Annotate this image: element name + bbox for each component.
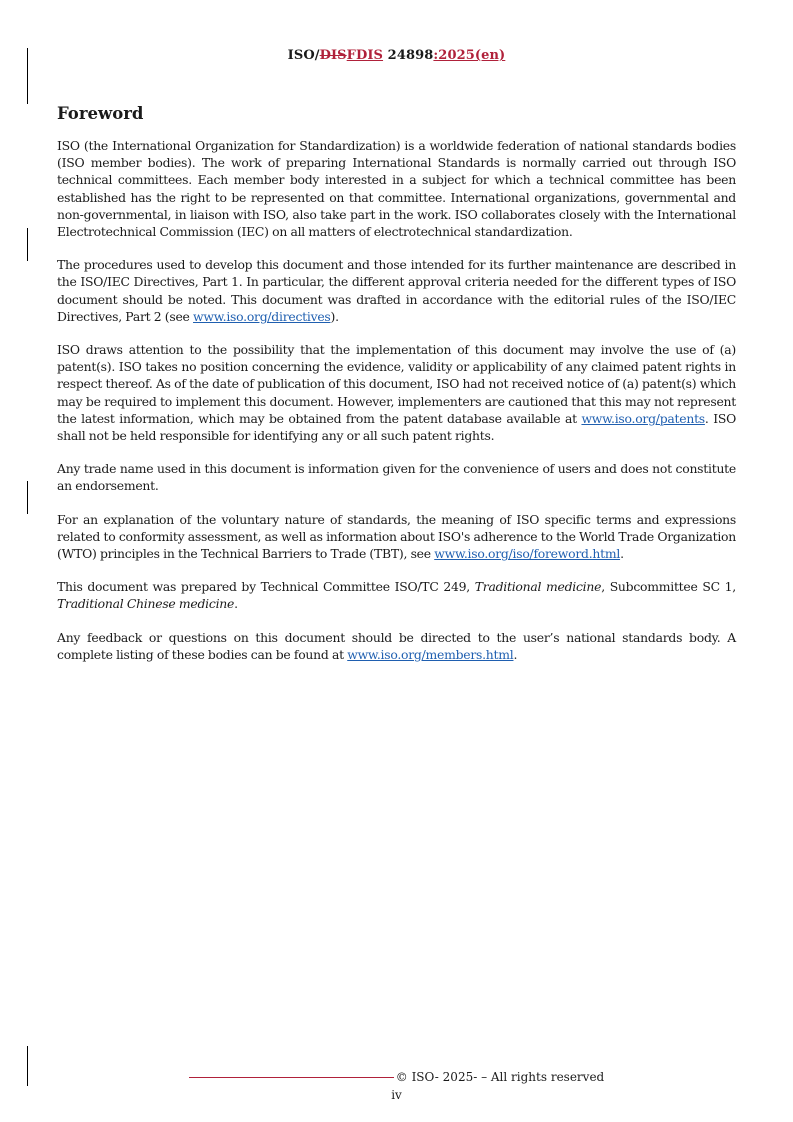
header-inserted-year: :2025(en) — [433, 48, 506, 63]
header-inserted-stage: FDIS — [346, 48, 384, 63]
footer-revision-line — [189, 1077, 394, 1078]
header-number: 24898 — [383, 48, 434, 63]
paragraph-procedures: The procedures used to develop this document and those intended for its further maintenance are described in the ISO/IEC Directives, Part 1. In particular, the different approval criteria needed for the different types of ISO document should be noted. This document was drafted in accordance with the editorial rules of the ISO/IEC Directives, Part 2 (see www.iso.org/directives). — [57, 257, 736, 324]
paragraph-patents: ISO draws attention to the possibility that the implementation of this document may involve the use of (a) patent(s). ISO takes no position concerning the evidence, validity or applicability of any claimed patent rights in respect thereof. As of the date of publication of this document, ISO had not received notice of (a) patent(s) which may be required to implement this document. However, implementers are cautioned that this may not represent the latest information, which may be obtained from the patent database available at www.iso.org/patents. ISO shall not be held responsible for identifying any or all such patent rights. — [57, 342, 736, 444]
subcommittee-name: Traditional Chinese medicine — [57, 596, 235, 612]
patents-link[interactable]: www.iso.org/patents — [581, 410, 705, 426]
page-number: iv — [391, 1088, 402, 1102]
paragraph-trade-names: Any trade name used in this document is information given for the convenience of users and does not constitute an endorsement. — [57, 461, 736, 494]
footer — [0, 1070, 793, 1084]
committee-name: Traditional medicine — [474, 579, 602, 595]
header-prefix: ISO/ — [287, 48, 320, 63]
header-deleted-stage: DIS — [319, 48, 347, 63]
page-title: Foreword — [57, 104, 144, 123]
directives-link[interactable]: www.iso.org/directives — [193, 308, 331, 324]
paragraph-committee: This document was prepared by Technical Committee ISO/TC 249, Traditional medicine, Subcommittee SC 1, Traditional Chinese medicine. — [57, 579, 736, 612]
foreword-section — [57, 104, 736, 679]
foreword-info-link[interactable]: www.iso.org/iso/foreword.html — [434, 546, 621, 562]
paragraph-voluntary-nature: For an explanation of the voluntary nature of standards, the meaning of ISO specific terms and expressions related to conformity assessment, as well as information about ISO's adherence to the World Trade Organization (WTO) principles in the Technical Barriers to Trade (TBT), see www.iso.org/iso/foreword.html. — [57, 511, 736, 562]
members-link[interactable]: www.iso.org/members.html — [347, 646, 514, 662]
change-bar — [27, 228, 28, 261]
copyright-notice: © ISO- 2025- – All rights reserved — [395, 1070, 605, 1084]
document-header — [0, 48, 793, 63]
change-bar — [27, 481, 28, 514]
paragraph-feedback: Any feedback or questions on this document should be directed to the user’s national standards body. A complete listing of these bodies can be found at www.iso.org/members.html. — [57, 629, 736, 662]
paragraph-iso-overview: ISO (the International Organization for Standardization) is a worldwide federation of national standards bodies (ISO member bodies). The work of preparing International Standards is normally carried out through ISO technical committees. Each member body interested in a subject for which a technical committee has been established has the right to be represented on that committee. International organizations, governmental and non-governmental, in liaison with ISO, also take part in the work. ISO collaborates closely with the International Electrotechnical Commission (IEC) on all matters of electrotechnical standardization. — [57, 138, 736, 240]
